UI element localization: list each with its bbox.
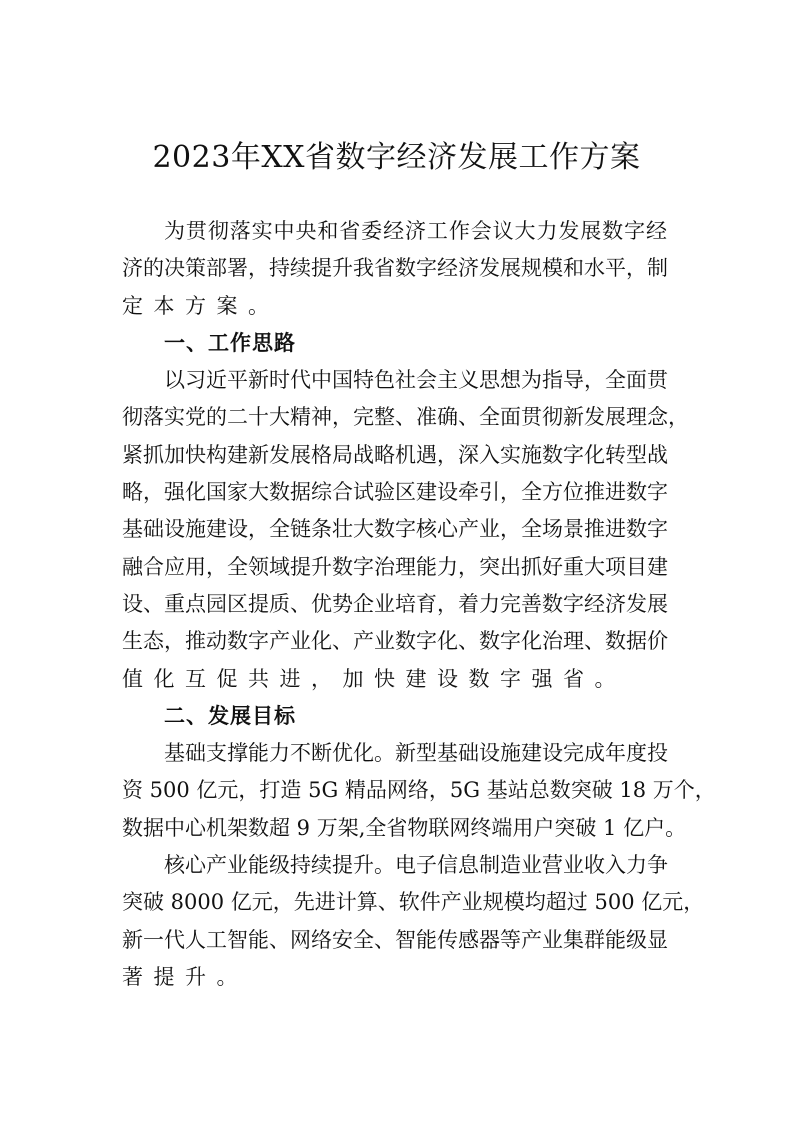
intro-paragraph <box>122 213 667 325</box>
paragraph-line: 以习近平新时代中国特色社会主义思想为指导，全面贯 <box>164 368 668 393</box>
paragraph-line: 设、重点园区提质、优势企业培育，着力完善数字经济发展 <box>122 591 668 616</box>
paragraph-line: 资 500 亿元，打造 5G 精品网络，5G 基站总数突破 18 万个， <box>122 778 716 803</box>
paragraph-line: 济的决策部署，持续提升我省数字经济发展规模和水平，制 <box>122 256 668 281</box>
paragraph-line: 彻落实党的二十大精神，完整、准确、全面贯彻新发展理念， <box>122 405 689 430</box>
section2-paragraph-1 <box>122 735 716 847</box>
section2-paragraph-2 <box>122 847 705 996</box>
paragraph-line: 值化互促共进，加快建设数字强省。 <box>122 666 626 691</box>
section-heading: 二、发展目标 <box>164 703 296 728</box>
paragraph-line: 新一代人工智能、网络安全、智能传感器等产业集群能级显 <box>122 927 668 952</box>
paragraph-line: 略，强化国家大数据综合试验区建设牵引，全方位推进数字 <box>122 480 668 505</box>
paragraph-line: 紧抓加快构建新发展格局战略机遇，深入实施数字化转型战 <box>122 442 668 467</box>
paragraph-line: 定本方案。 <box>122 293 280 318</box>
document-body <box>122 213 716 996</box>
paragraph-line: 核心产业能级持续提升。电子信息制造业营业收入力争 <box>164 853 668 878</box>
paragraph-line: 生态，推动数字产业化、产业数字化、数字化治理、数据价 <box>122 629 668 654</box>
paragraph-line: 为贯彻落实中央和省委经济工作会议大力发展数字经 <box>164 219 667 243</box>
paragraph-line: 融合应用，全领域提升数字治理能力，突出抓好重大项目建 <box>122 554 668 579</box>
paragraph-line: 基础支撑能力不断优化。新型基础设施建设完成年度投 <box>164 741 668 766</box>
paragraph-line: 突破 8000 亿元，先进计算、软件产业规模均超过 500 亿元， <box>122 890 705 915</box>
document-title: 2023年XX省数字经济发展工作方案 <box>152 140 641 175</box>
paragraph-line: 数据中心机架数超 9 万架,全省物联网终端用户突破 1 亿户。 <box>122 815 687 840</box>
section1-paragraph <box>122 362 689 698</box>
paragraph-line: 基础设施建设，全链条壮大数字核心产业，全场景推进数字 <box>122 517 668 542</box>
section-heading: 一、工作思路 <box>164 330 296 355</box>
paragraph-line: 著提升。 <box>122 964 248 989</box>
